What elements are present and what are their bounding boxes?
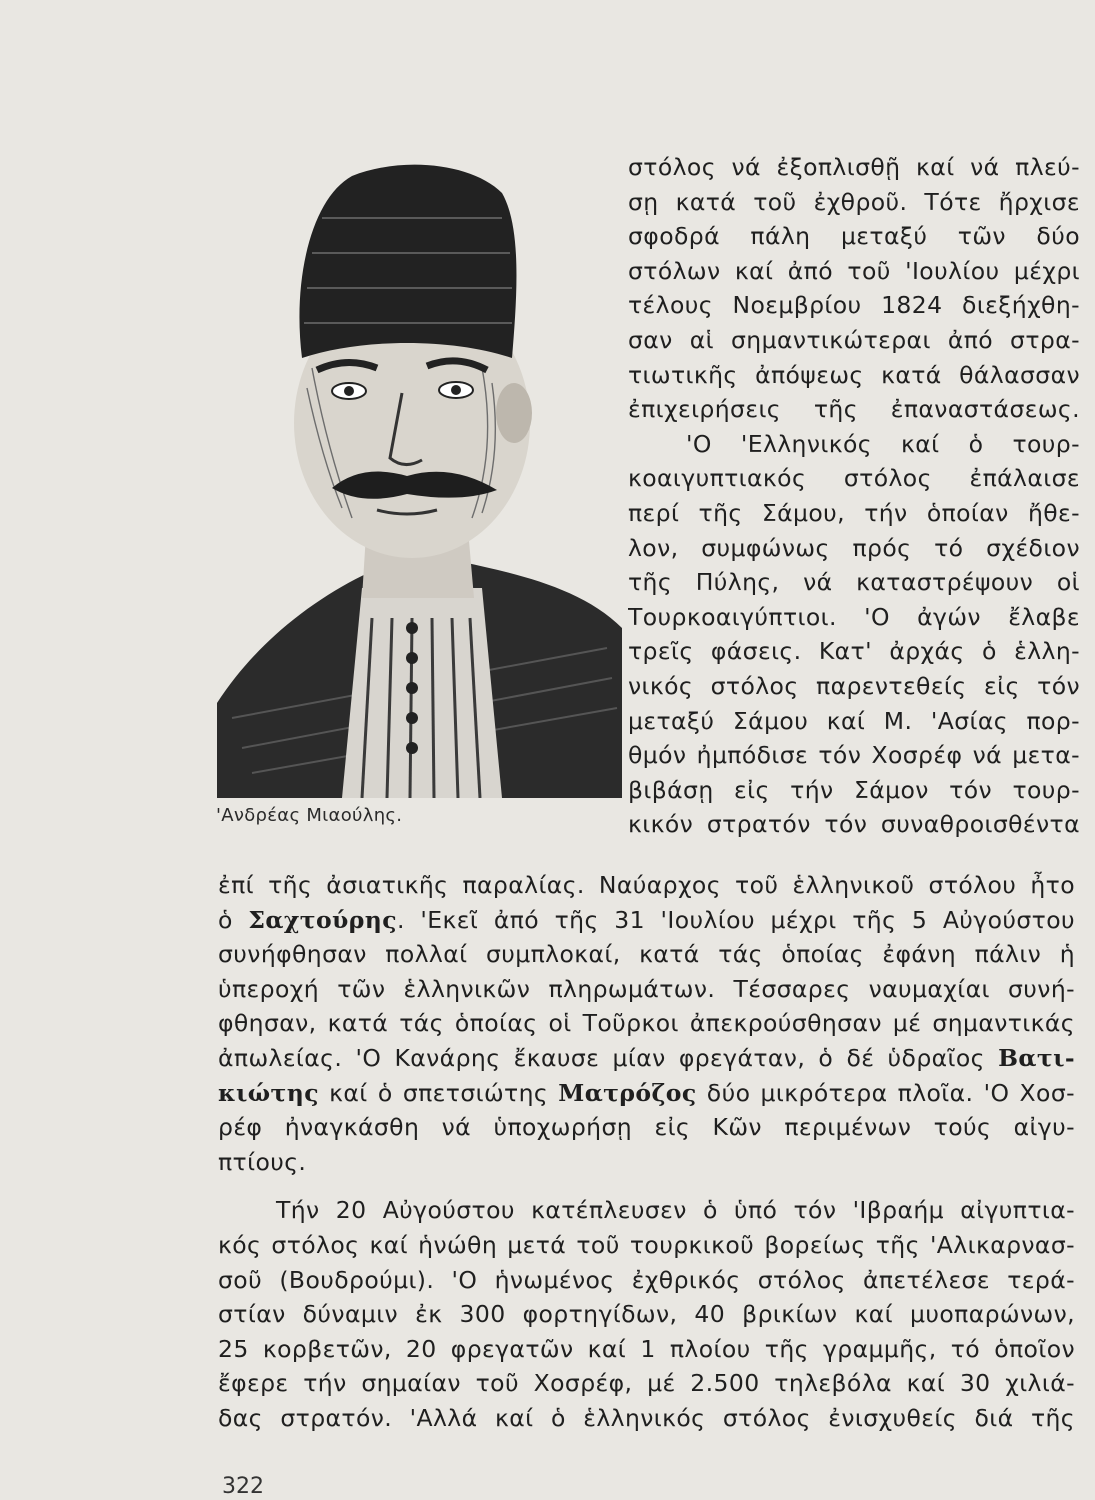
- text-line: σῃ κατά τοῦ ἐχθροῦ. Τότε ἤρχισε: [628, 187, 1080, 216]
- text-line: μεταξύ Σάμου καί Μ. 'Ασίας πορ-: [628, 706, 1080, 735]
- text-body: [218, 868, 1075, 1436]
- text-run: ἀπωλείας. 'Ο Κανάρης ἔκαυσε μίαν φρεγάταν, ὁ δέ ὑδραῖος: [218, 1043, 999, 1072]
- text-line: τῆς Πύλης, νά καταστρέψουν οἱ: [628, 568, 1080, 597]
- text-line: τρεῖς φάσεις. Κατ' ἀρχάς ὁ ἑλλη-: [628, 637, 1080, 666]
- bold-name: κιώτης: [218, 1078, 319, 1107]
- text-line: τέλους Νοεμβρίου 1824 διεξήχθη-: [628, 291, 1080, 320]
- text-line: ἐπιχειρήσεις τῆς ἐπαναστάσεως.: [628, 395, 1080, 424]
- bold-name: Σαχτούρης: [248, 905, 397, 934]
- text-line: σοῦ (Βουδρούμι). 'Ο ἡνωμένος ἐχθρικός στόλος ἀπετέλεσε τερά-: [218, 1265, 1075, 1294]
- text-line: δας στρατόν. 'Αλλά καί ὁ ἑλληνικός στόλος ἐνισχυθείς διά τῆς: [218, 1403, 1075, 1432]
- text-line: θμόν ἠμπόδισε τόν Χοσρέφ νά μετα-: [628, 741, 1080, 770]
- text-line: ὑπεροχή τῶν ἑλληνικῶν πληρωμάτων. Τέσσαρες ναυμαχίαι συνή-: [218, 974, 1075, 1003]
- text-line: κός στόλος καί ἡνώθη μετά τοῦ τουρκικοῦ βορείως τῆς 'Αλικαρνασ-: [218, 1230, 1075, 1259]
- text-line: 'Ο 'Ελληνικός καί ὁ τουρ-: [686, 429, 1080, 458]
- text-line: στόλος νά ἐξοπλισθῇ καί νά πλεύ-: [628, 153, 1080, 181]
- text-line: στίαν δύναμιν ἐκ 300 φορτηγίδων, 40 βρικίων καί μυοπαρώνων,: [218, 1300, 1075, 1329]
- text-line: ἐπί τῆς ἀσιατικῆς παραλίας. Ναύαρχος τοῦ ἑλληνικοῦ στόλου ἦτο: [218, 871, 1075, 899]
- text-line: φθησαν, κατά τάς ὁποίας οἱ Τοῦρκοι ἀπεκρούσθησαν μέ σημαντικάς: [218, 1009, 1075, 1038]
- text-line: περί τῆς Σάμου, τήν ὁποίαν ἤθε-: [628, 498, 1080, 527]
- text-line: Τήν 20 Αὐγούστου κατέπλευσεν ὁ ὑπό τόν 'Ιβραήμ αἰγυπτια-: [276, 1196, 1075, 1225]
- page-number: 322: [222, 1474, 264, 1499]
- text-line: βιβάσῃ εἰς τήν Σάμον τόν τουρ-: [628, 775, 1080, 804]
- text-line: ρέφ ἠναγκάσθη νά ὑποχωρήσῃ εἰς Κῶν περιμένων τούς αἰγυ-: [218, 1113, 1075, 1142]
- text-line: κοαιγυπτιακός στόλος ἐπάλαισε: [628, 464, 1080, 493]
- text-run: δύο μικρότερα πλοῖα. 'Ο Χοσ-: [696, 1078, 1075, 1107]
- text-line: 25 κορβετῶν, 20 φρεγατῶν καί 1 πλοίου τῆς γραμμῆς, τό ὁποῖον: [218, 1334, 1075, 1363]
- text-line: [218, 1076, 1075, 1111]
- text-run: καί ὁ σπετσιώτης: [318, 1078, 559, 1107]
- text-column: [628, 150, 1080, 842]
- text-line: ἔφερε τήν σημαίαν τοῦ Χοσρέφ, μέ 2.500 τηλεβόλα καί 30 χιλιά-: [218, 1369, 1075, 1398]
- text-line: τιωτικῆς ἀπόψεως κατά θάλασσαν: [628, 360, 1080, 389]
- text-run: . 'Εκεῖ ἀπό τῆς 31 'Ιουλίου μέχρι τῆς 5 Αὐγούστου: [396, 905, 1075, 934]
- text-line: στόλων καί ἀπό τοῦ 'Ιουλίου μέχρι: [628, 256, 1080, 285]
- text-line: νικός στόλος παρεντεθείς εἰς τόν: [628, 671, 1080, 700]
- portrait-caption: 'Ανδρέας Μιαούλης.: [216, 805, 403, 826]
- text-line: σφοδρά πάλη μεταξύ τῶν δύο: [628, 222, 1080, 251]
- text-line: σαν αἱ σημαντικώτεραι ἀπό στρα-: [628, 325, 1080, 354]
- text-line: συνήφθησαν πολλαί συμπλοκαί, κατά τάς ὁποίας ἐφάνη πάλιν ἡ: [218, 940, 1075, 969]
- text-line: [218, 903, 1075, 938]
- portrait-engraving: [212, 158, 627, 798]
- bold-name: Βατι-: [998, 1043, 1075, 1072]
- text-run: ὁ: [218, 905, 249, 934]
- text-line: κικόν στρατόν τόν συναθροισθέντα: [628, 810, 1080, 839]
- bold-name: Ματρόζος: [558, 1078, 697, 1107]
- text-line: [218, 1041, 1075, 1076]
- text-line: Τουρκοαιγύπτιοι. 'Ο ἀγών ἔλαβε: [628, 602, 1080, 631]
- text-line: πτίους.: [218, 1147, 307, 1176]
- text-line: λον, συμφώνως πρός τό σχέδιον: [628, 533, 1080, 562]
